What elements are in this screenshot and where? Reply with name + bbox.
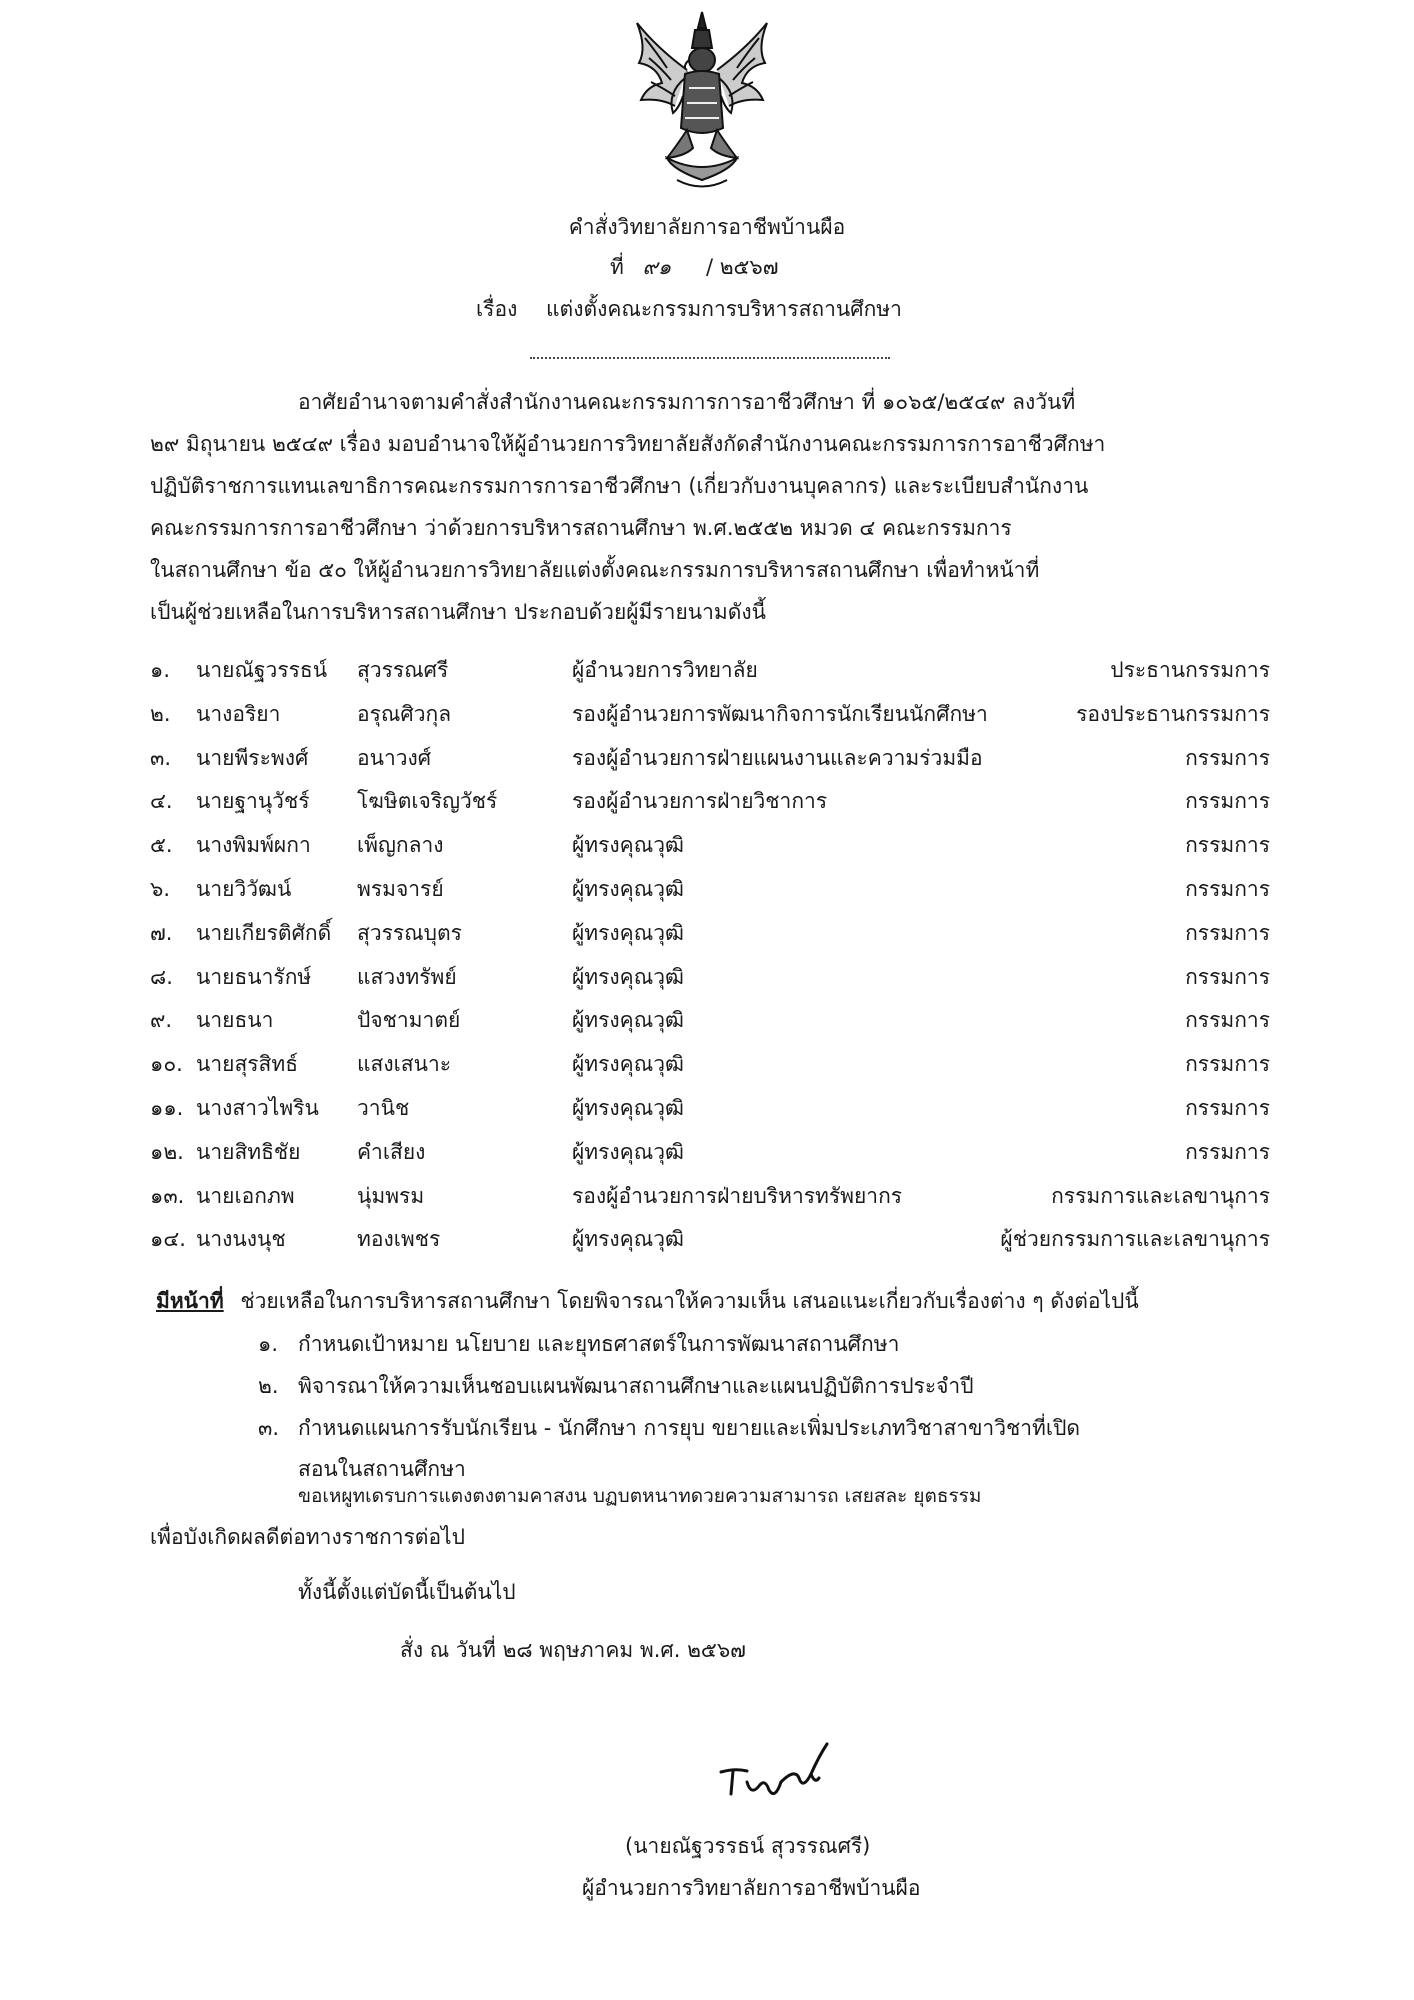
signatory-title: ผู้อำนวยการวิทยาลัยการอาชีพบ้านผือ: [582, 1876, 921, 1900]
member-row: [0, 654, 1414, 694]
member-number: ๖.: [150, 877, 171, 901]
member-number: ๑.: [150, 658, 171, 682]
duty-item-3-continued: สอนในสถานศึกษา: [298, 1457, 466, 1481]
member-position: ผู้ทรงคุณวุฒิ: [572, 833, 684, 858]
member-row: [0, 1092, 1414, 1132]
member-first-name: นายธนา: [196, 1008, 274, 1033]
effective-date-line: ทั้งนี้ตั้งแต่บัดนี้เป็นต้นไป: [298, 1580, 516, 1604]
member-row: [0, 1223, 1414, 1263]
member-number: ๕.: [150, 833, 173, 858]
duty-item-text: กำหนดแผนการรับนักเรียน - นักศึกษา การยุบ ขยายและเพิ่มประเภทวิชาสาขาวิชาที่เปิด: [298, 1416, 1081, 1440]
member-number: ๗.: [150, 920, 173, 945]
preamble-line: ๒๙ มิถุนายน ๒๕๔๙ เรื่อง มอบอำนาจให้ผู้อำนวยการวิทยาลัยสังกัดสำนักงานคณะกรรมการการอาชีวศึกษา: [150, 432, 1106, 456]
member-position: ผู้ทรงคุณวุฒิ: [572, 1052, 684, 1077]
member-row: [0, 1048, 1414, 1088]
member-row: [0, 1136, 1414, 1176]
order-subject: [476, 295, 902, 323]
issued-date-line: สั่ง ณ วันที่ ๒๘ พฤษภาคม พ.ศ. ๒๕๖๗: [400, 1638, 746, 1662]
duty-item-text: พิจารณาให้ความเห็นชอบแผนพัฒนาสถานศึกษาและแผนปฏิบัติการประจำปี: [298, 1374, 974, 1398]
member-row: [0, 873, 1414, 913]
member-row: [0, 961, 1414, 1001]
member-first-name: นางพิมพ์ผกา: [196, 833, 311, 858]
member-number: ๒.: [150, 701, 171, 726]
garuda-emblem-icon: [627, 8, 777, 198]
order-number: [610, 253, 779, 281]
member-last-name: อรุณศิวกุล: [357, 701, 452, 726]
member-row: [0, 698, 1414, 738]
member-first-name: นางสาวไพริน: [196, 1096, 319, 1120]
duties-heading: [156, 1287, 1139, 1315]
member-first-name: นางอริยา: [196, 701, 281, 726]
member-position: ผู้ทรงคุณวุฒิ: [572, 920, 684, 945]
subject-text: แต่งตั้งคณะกรรมการบริหารสถานศึกษา: [546, 297, 902, 321]
member-first-name: นายณัฐวรรธน์: [196, 658, 328, 682]
member-last-name: ปัจชามาตย์: [357, 1008, 461, 1033]
member-number: ๑๒.: [150, 1139, 184, 1164]
member-role: กรรมการ: [1185, 920, 1270, 945]
member-position: ผู้ทรงคุณวุฒิ: [572, 877, 684, 901]
member-position: ผู้ทรงคุณวุฒิ: [572, 1227, 684, 1252]
member-row: [0, 829, 1414, 869]
member-position: ผู้อำนวยการวิทยาลัย: [572, 658, 758, 682]
member-row: [0, 785, 1414, 825]
member-first-name: นางนงนุช: [196, 1227, 286, 1252]
member-last-name: ทองเพชร: [357, 1227, 441, 1252]
member-position: รองผู้อำนวยการพัฒนากิจการนักเรียนนักศึกษา: [572, 701, 988, 726]
order-number-handwritten: ๙๑: [642, 255, 672, 279]
member-role: รองประธานกรรมการ: [1076, 701, 1270, 726]
member-row: [0, 1180, 1414, 1220]
member-last-name: แสวงทรัพย์: [357, 964, 457, 989]
member-role: กรรมการ: [1185, 877, 1270, 901]
member-last-name: นุ่มพรม: [357, 1183, 425, 1208]
member-position: ผู้ทรงคุณวุฒิ: [572, 1008, 684, 1033]
order-number-prefix: ที่: [610, 255, 624, 279]
duties-label: มีหน้าที่: [156, 1289, 224, 1313]
member-last-name: คำเสียง: [357, 1139, 426, 1164]
member-first-name: นายสุรสิทธ์: [196, 1052, 299, 1077]
member-number: ๙.: [150, 1008, 173, 1033]
order-number-year: / ๒๕๖๗: [705, 255, 779, 279]
member-role: กรรมการและเลขานุการ: [1051, 1183, 1270, 1208]
member-first-name: นายเกียรติศักดิ์: [196, 920, 332, 945]
member-last-name: แสงเสนาะ: [357, 1052, 452, 1077]
member-role: กรรมการ: [1185, 1008, 1270, 1033]
preamble-line: คณะกรรมการการอาชีวศึกษา ว่าด้วยการบริหารสถานศึกษา พ.ศ.๒๕๕๒ หมวด ๔ คณะกรรมการ: [150, 516, 1012, 540]
preamble-line: อาศัยอำนาจตามคำสั่งสำนักงานคณะกรรมการการอาชีวศึกษา ที่ ๑๐๖๕/๒๕๔๙ ลงวันที่: [298, 390, 1076, 414]
member-last-name: วานิช: [357, 1096, 410, 1120]
member-position: รองผู้อำนวยการฝ่ายบริหารทรัพยากร: [572, 1183, 903, 1208]
duties-intro: ช่วยเหลือในการบริหารสถานศึกษา โดยพิจารณาให้ความเห็น เสนอแนะเกี่ยวกับเรื่องต่าง ๆ ดังต่อไปนี้: [240, 1289, 1139, 1313]
member-number: ๑๓.: [150, 1183, 185, 1208]
closing-line: เพื่อบังเกิดผลดีต่อทางราชการต่อไป: [150, 1525, 465, 1549]
signatory-name: (นายณัฐวรรธน์ สุวรรณศรี): [625, 1834, 871, 1858]
member-first-name: นายธนารักษ์: [196, 964, 312, 989]
preamble-line: ในสถานศึกษา ข้อ ๕๐ ให้ผู้อำนวยการวิทยาลัยแต่งตั้งคณะกรรมการบริหารสถานศึกษา เพื่อทำหน้าที่: [150, 558, 1040, 582]
member-row: [0, 917, 1414, 957]
member-role: กรรมการ: [1185, 1139, 1270, 1164]
duty-item-number: ๒.: [258, 1374, 279, 1398]
member-role: กรรมการ: [1185, 1096, 1270, 1120]
separator-dots: [530, 357, 890, 359]
duty-item-text: กำหนดเป้าหมาย นโยบาย และยุทธศาสตร์ในการพัฒนาสถานศึกษา: [298, 1332, 900, 1356]
preamble-line: เป็นผู้ช่วยเหลือในการบริหารสถานศึกษา ประกอบด้วยผู้มีรายนามดังนี้: [150, 600, 767, 624]
member-position: ผู้ทรงคุณวุฒิ: [572, 964, 684, 989]
member-first-name: นายพีระพงศ์: [196, 745, 309, 770]
preamble-line: ปฏิบัติราชการแทนเลขาธิการคณะกรรมการการอาชีวศึกษา (เกี่ยวกับงานบุคลากร) และระเบียบสำนักงาน: [150, 474, 1089, 498]
member-role: ผู้ช่วยกรรมการและเลขานุการ: [1000, 1227, 1270, 1252]
member-role: กรรมการ: [1185, 833, 1270, 858]
subject-label: เรื่อง: [476, 297, 518, 321]
member-position: ผู้ทรงคุณวุฒิ: [572, 1139, 684, 1164]
order-title: คำสั่งวิทยาลัยการอาชีพบ้านผือ: [568, 215, 846, 239]
member-role: กรรมการ: [1185, 789, 1270, 814]
member-last-name: โฆษิตเจริญวัชร์: [357, 789, 498, 814]
member-number: ๑๐.: [150, 1052, 183, 1077]
member-row: [0, 1004, 1414, 1044]
member-first-name: นายเอกภพ: [196, 1183, 295, 1208]
member-role: กรรมการ: [1185, 745, 1270, 770]
member-row: [0, 742, 1414, 782]
member-first-name: นายสิทธิชัย: [196, 1139, 301, 1164]
member-position: รองผู้อำนวยการฝ่ายวิชาการ: [572, 789, 828, 814]
member-number: ๑๔.: [150, 1227, 186, 1252]
handwritten-signature: [715, 1738, 835, 1808]
member-number: ๓.: [150, 745, 172, 770]
member-last-name: สุวรรณบุตร: [357, 920, 462, 945]
member-last-name: เพ็ญกลาง: [357, 833, 444, 858]
member-role: ประธานกรรมการ: [1110, 658, 1270, 682]
member-number: ๑๑.: [150, 1096, 184, 1120]
member-role: กรรมการ: [1185, 1052, 1270, 1077]
appointees-instruction: ขอเหผูทเดรบการแตงตงตามคาสงน บฏบตหนาทดวยความสามารถ เสยสละ ยุตธรรม: [298, 1485, 982, 1507]
member-position: รองผู้อำนวยการฝ่ายแผนงานและความร่วมมือ: [572, 745, 983, 770]
duty-item-number: ๓.: [258, 1416, 280, 1440]
member-last-name: พรมจารย์: [357, 877, 444, 901]
member-first-name: นายวิวัฒน์: [196, 877, 292, 901]
member-first-name: นายฐานุวัชร์: [196, 789, 310, 814]
member-number: ๘.: [150, 964, 173, 989]
member-last-name: อนาวงศ์: [357, 745, 432, 770]
duty-item-number: ๑.: [258, 1332, 279, 1356]
member-number: ๔.: [150, 789, 173, 814]
member-role: กรรมการ: [1185, 964, 1270, 989]
member-position: ผู้ทรงคุณวุฒิ: [572, 1096, 684, 1120]
member-last-name: สุวรรณศรี: [357, 658, 449, 682]
